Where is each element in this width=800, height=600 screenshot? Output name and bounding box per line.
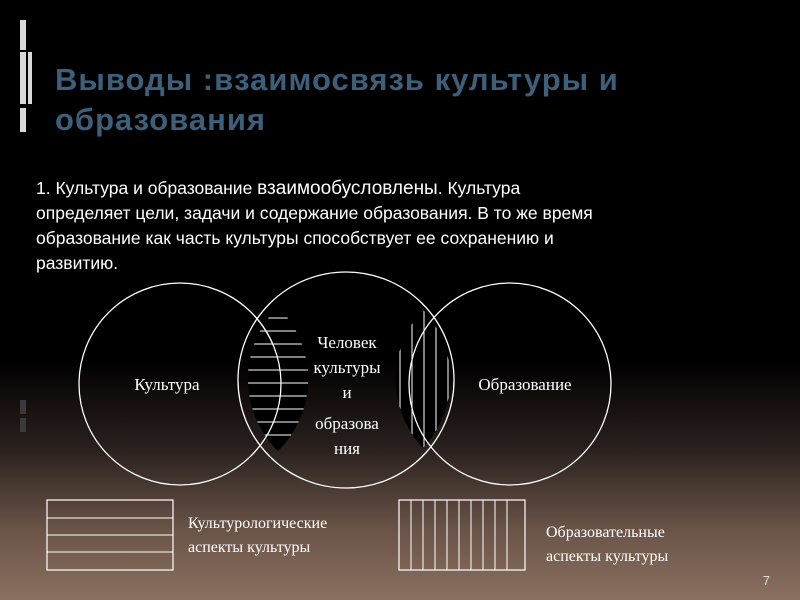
- body-line-3: образование как часть культуры способствует ее сохранению и: [36, 228, 554, 248]
- title-line-2: образования: [55, 102, 266, 137]
- education-label: Образование: [478, 375, 572, 394]
- body-emphasis: взаимообусловлены: [257, 178, 438, 199]
- center-label-line-1: Человек: [317, 333, 377, 352]
- body-prefix: 1. Культура и образование: [36, 178, 258, 198]
- right-lens-vertical-hatch: [390, 300, 460, 460]
- left-lens-horizontal-hatch: [230, 300, 330, 460]
- culture-label: Культура: [134, 375, 200, 394]
- legend-vertical-label-line-1: Образовательные: [546, 524, 665, 541]
- legend-horizontal-swatch: [47, 500, 173, 570]
- legend-horizontal-label-line-2: аспекты культуры: [188, 539, 311, 556]
- legend-vertical-label: [546, 521, 668, 569]
- center-label-line-4: образова: [315, 414, 379, 433]
- legend-vertical-swatch: [399, 500, 525, 570]
- center-label-line-5: ния: [333, 439, 361, 458]
- page-number: 7: [762, 573, 770, 588]
- legend-vertical-label-line-2: аспекты культуры: [546, 548, 669, 565]
- center-label-line-3: и: [342, 383, 352, 402]
- legend-horizontal-label: [188, 512, 327, 560]
- body-rest: . Культура: [437, 178, 521, 198]
- title-line-1: Выводы :взаимосвязь культуры и: [55, 62, 619, 97]
- body-line-2: определяет цели, задачи и содержание образования. В то же время: [36, 203, 593, 223]
- legend-horizontal-label-line-1: Культурологические: [188, 515, 328, 532]
- center-label-line-2: культуры: [313, 358, 381, 377]
- body-line-4: развитию.: [36, 253, 119, 273]
